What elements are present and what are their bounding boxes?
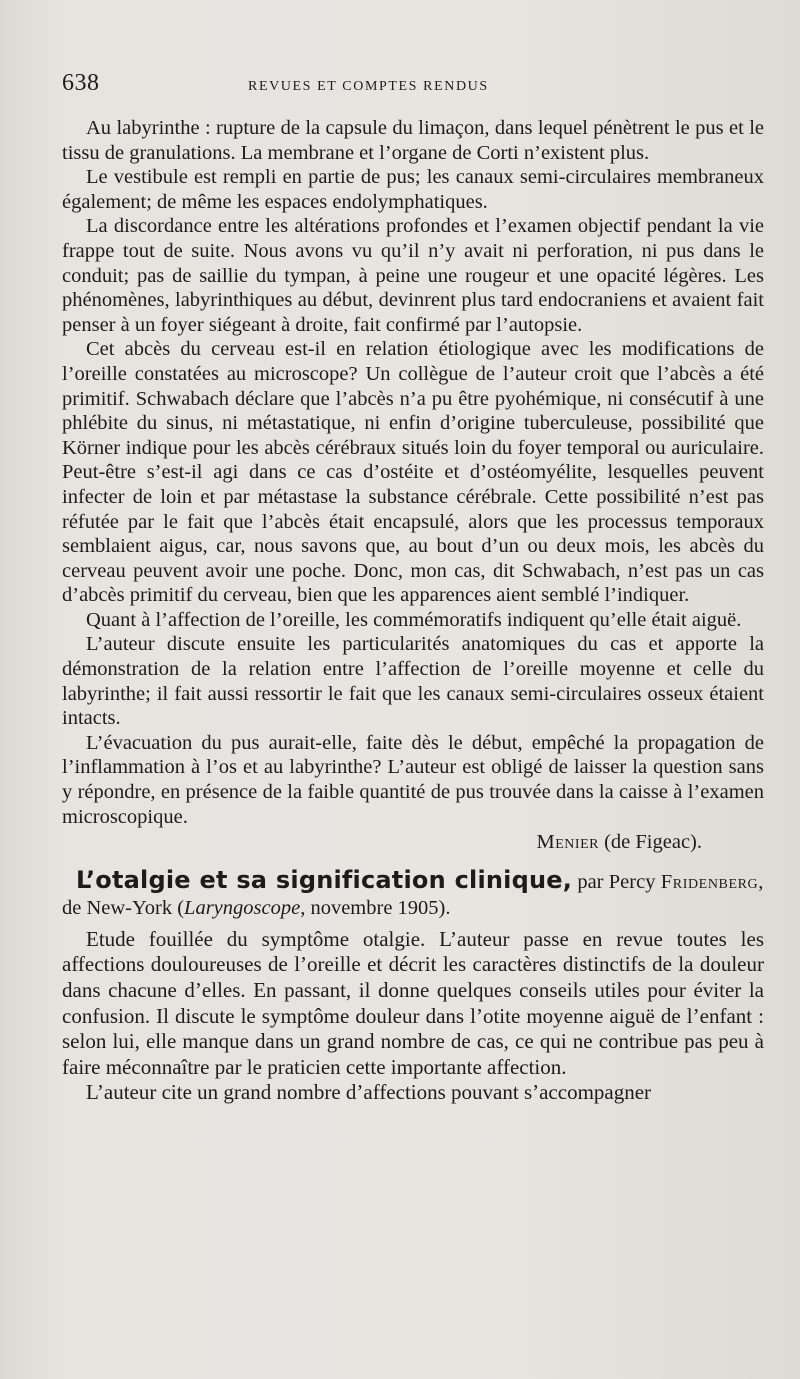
- article-heading: L’otalgie et sa signification clinique, par Percy Fridenberg, de New-York (Laryngoscope, novembre 1905).: [62, 865, 764, 919]
- review-otalgie: [62, 927, 764, 1106]
- reviewer-signature: [62, 830, 764, 855]
- article-date: , novembre 1905).: [300, 896, 451, 919]
- paragraph: Cet abcès du cerveau est-il en relation étiologique avec les modifications de l’oreille constatées au microscope? Un collègue de l’auteur croit que l’abcès a été primitif. Schwabach déclare que l’abcès n’a pu être pyohémique, ni consécutif à une phlébite du sinus, ni métastatique, ni enfin d’origine tuberculeuse, possibilité que Körner indique pour les abcès cérébraux situés loin du foyer temporal ou auriculaire. Peut-être s’est-il agi dans ce cas d’ostéite et d’ostéomyélite, lesquelles peuvent infecter de loin et par métastase la substance cérébrale. Cette possibilité n’est pas réfutée par le fait que l’abcès était encapsulé, alors que les processus temporaux semblaient aigus, car, nous savons que, au bout d’un ou deux mois, les abcès du cerveau peuvent avoir une poche. Donc, mon cas, dit Schwabach, n’est pas un cas d’abcès primitif du cerveau, bien que les apparences aient semblé l’indiquer.: [62, 338, 764, 607]
- article-by: par Percy: [577, 870, 656, 893]
- running-head: [62, 70, 764, 110]
- running-title: REVUES ET COMPTES RENDUS: [248, 79, 489, 94]
- paragraph: L’évacuation du pus aurait-elle, faite dès le début, empêché la propagation de l’inflammation à l’os et au labyrinthe? L’auteur est obligé de laisser la question sans y répondre, en présence de la faible quantité de pus trouvée dans la caisse à l’examen microscopique.: [62, 731, 764, 828]
- paragraph: Le vestibule est rempli en partie de pus; les canaux semi-circulaires membraneux également; de même les espaces endolymphatiques.: [62, 166, 764, 213]
- reviewer-name: Menier: [536, 831, 599, 854]
- article-journal: Laryngoscope: [184, 896, 301, 919]
- paragraph: Etude fouillée du symptôme otalgie. L’auteur passe en revue toutes les affections douloureuses de l’oreille et décrit les caractères distinctifs de la douleur dans chacune d’elles. En passant, il donne quelques conseils utiles pour éviter la confusion. Il discute le symptôme douleur dans l’otite moyenne aiguë de l’enfant : selon lui, elle manque dans un grand nombre de cas, ce qui ne contribue pas peu à faire méconnaître par le praticien cette importante affection.: [62, 926, 764, 1079]
- review-menier: [62, 116, 764, 855]
- paragraph: Quant à l’affection de l’oreille, les commémoratifs indiquent qu’elle était aiguë.: [86, 608, 742, 631]
- article-location: de New-York: [62, 896, 173, 919]
- paragraph: L’auteur cite un grand nombre d’affections pouvant s’accompagner: [86, 1080, 652, 1105]
- article-author: Fridenberg,: [660, 870, 764, 893]
- paragraph: La discordance entre les altérations profondes et l’examen objectif pendant la vie frappe tout de suite. Nous avons vu qu’il n’y avait ni perforation, ni pus dans le conduit; pas de saillie du tympan, à peine une rougeur et une opacité légères. Les phénomènes, labyrinthiques au début, devinrent plus tard endocraniens et avaient fait penser à un foyer siégeant à droite, fait confirmé par l’autopsie.: [62, 215, 764, 336]
- article-title: L’otalgie et sa signification clinique,: [76, 865, 573, 894]
- paragraph: Au labyrinthe : rupture de la capsule du limaçon, dans lequel pénètrent le pus et le tissu de granulations. La membrane et l’organe de Corti n’existent plus.: [62, 117, 764, 164]
- paragraph: L’auteur discute ensuite les particularités anatomiques du cas et apporte la démonstration de la relation entre l’affection de l’oreille moyenne et celle du labyrinthe; il fait aussi ressortir le fait que les canaux semi-circulaires osseux étaient intacts.: [62, 633, 764, 730]
- page-number: 638: [62, 70, 100, 96]
- reviewer-place: (de Figeac).: [604, 831, 702, 854]
